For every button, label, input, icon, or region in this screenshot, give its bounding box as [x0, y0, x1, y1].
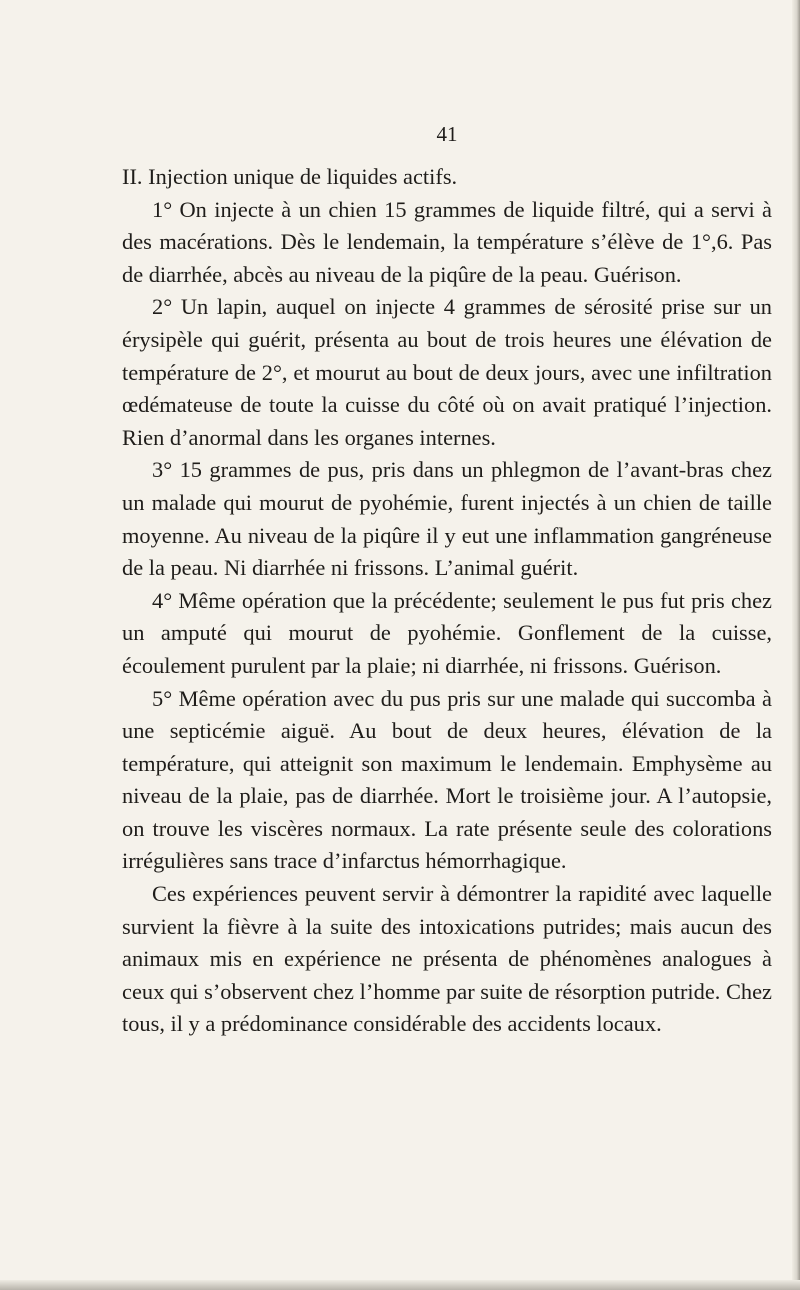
section-heading: II. Injection unique de liquides actifs.	[122, 164, 458, 189]
paragraph-6: Ces expériences peuvent servir à démontrer la rapidité avec laquelle survient la fièvre à la suite des intoxications putrides; mais aucun des animaux mis en expérience ne présenta de phénomènes analogues à ceux qui s’observent chez l’homme par suite de résorption putride. Chez tous, il y a prédominance considérable des accidents locaux.	[122, 881, 772, 1037]
page-number: 41	[436, 122, 458, 146]
paragraph-4: 4° Même opération que la précédente; seulement le pus fut pris chez un amputé qui mourut de pyohémie. Gonflement de la cuisse, écoulement purulent par la plaie; ni diarrhée, ni frissons. Guérison.	[122, 587, 772, 678]
paragraph-3: 3° 15 grammes de pus, pris dans un phlegmon de l’avant-bras chez un malade qui mourut de pyohémie, furent injectés à un chien de taille moyenne. Au niveau de la piqûre il y eut une inflammation gangréneuse de la peau. Ni diarrhée ni frissons. L’animal guérit.	[122, 457, 772, 581]
paragraph-2: 2° Un lapin, auquel on injecte 4 grammes de sérosité prise sur un érysipèle qui guérit, présenta au bout de trois heures une élévation de température de 2°, et mourut au bout de deux jours, avec une infiltration œdémateuse de toute la cuisse du côté où on avait pratiqué l’injection. Rien d’anormal dans les organes internes.	[122, 294, 772, 450]
page-edge-right	[792, 0, 800, 1290]
page-text	[122, 118, 772, 1041]
paragraph-1: 1° On injecte à un chien 15 grammes de liquide filtré, qui a servi à des macérations. Dès le lendemain, la température s’élève de 1°,6. Pas de diarrhée, abcès au niveau de la piqûre de la peau. Guérison.	[122, 196, 772, 287]
page-edge-bottom	[0, 1280, 800, 1290]
paragraph-5: 5° Même opération avec du pus pris sur une malade qui succomba à une septicémie aiguë. Au bout de deux heures, élévation de la température, qui atteignit son maximum le lendemain. Emphysème au niveau de la plaie, pas de diarrhée. Mort le troisième jour. A l’autopsie, on trouve les viscères normaux. La rate présente seule des colorations irrégulières sans trace d’infarctus hémorrhagique.	[122, 685, 772, 874]
